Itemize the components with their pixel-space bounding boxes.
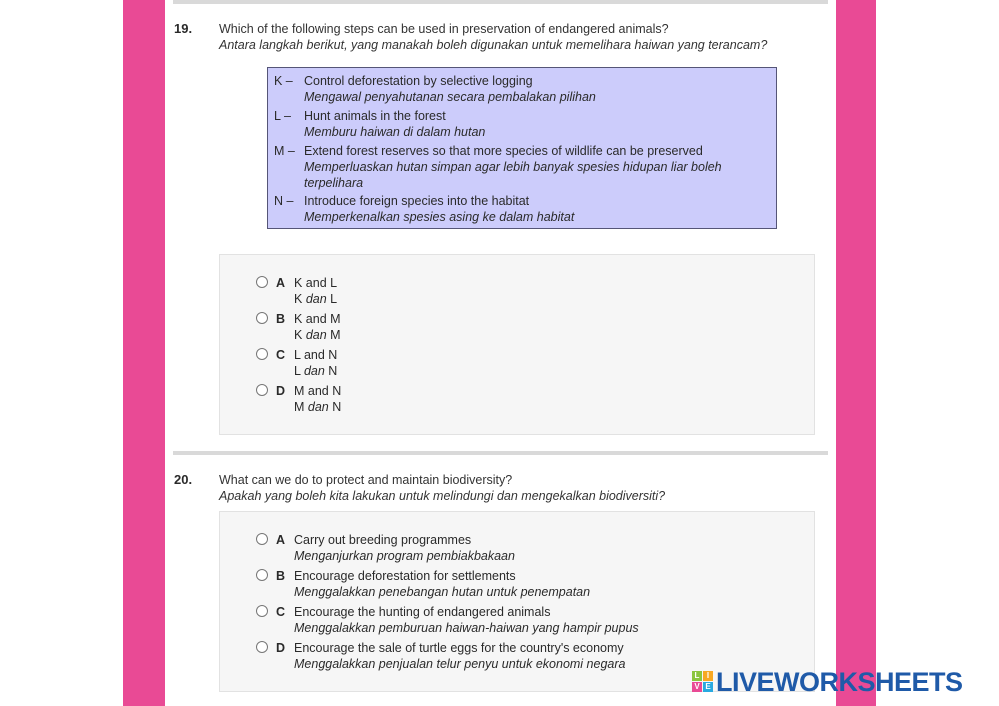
option-letter: A	[276, 276, 286, 290]
logo-text: LIVEWORKSHEETS	[716, 667, 963, 697]
statement-malay: Mengawal penyahutanan secara pembalakan pilihan	[304, 90, 596, 104]
option-letter: A	[276, 533, 286, 547]
radio-button[interactable]	[256, 276, 268, 288]
question-20-english: What can we do to protect and maintain biodiversity?	[219, 473, 513, 487]
radio-button[interactable]	[256, 384, 268, 396]
option-malay: L dan N	[294, 364, 338, 378]
question-19-english: Which of the following steps can be used in preservation of endangered animals?	[219, 22, 669, 36]
right-pink-border	[836, 0, 876, 706]
statement-letter: L –	[274, 109, 291, 123]
option-letter: D	[276, 384, 286, 398]
option-letter: B	[276, 312, 286, 326]
question-19-options	[219, 254, 815, 435]
option-letter: B	[276, 569, 286, 583]
option-malay: Menggalakkan penebangan hutan untuk penempatan	[294, 585, 591, 599]
statement-letter: N –	[274, 194, 294, 208]
option-english: L and N	[294, 348, 338, 362]
option-letter: D	[276, 641, 286, 655]
statement-letter: M –	[274, 144, 295, 158]
option-letter: C	[276, 605, 286, 619]
option-malay: Menggalakkan penjualan telur penyu untuk ekonomi negara	[294, 657, 626, 671]
left-pink-border	[123, 0, 165, 706]
option-english: M and N	[294, 384, 342, 398]
question-19-malay: Antara langkah berikut, yang manakah boleh digunakan untuk memelihara haiwan yang terancam?	[219, 38, 768, 52]
statement-english: Introduce foreign species into the habitat	[304, 194, 530, 208]
option-malay: M dan N	[294, 400, 342, 414]
option-malay: K dan L	[294, 292, 338, 306]
radio-button[interactable]	[256, 569, 268, 581]
liveworksheets-logo[interactable]	[692, 667, 992, 697]
logo-badge-icon: L I V E	[692, 671, 714, 693]
option-english: Encourage the hunting of endangered animals	[294, 605, 551, 619]
option-english: Encourage deforestation for settlements	[294, 569, 516, 583]
option-english: Encourage the sale of turtle eggs for the country's economy	[294, 641, 624, 655]
option-malay: Menganjurkan program pembiakbakaan	[294, 549, 515, 563]
question-20-malay: Apakah yang boleh kita lakukan untuk melindungi dan mengekalkan biodiversiti?	[219, 489, 666, 503]
statement-english: Extend forest reserves so that more species of wildlife can be preserved	[304, 144, 703, 158]
option-english: Carry out breeding programmes	[294, 533, 472, 547]
top-divider	[173, 0, 828, 4]
statement-malay: Memburu haiwan di dalam hutan	[304, 125, 486, 139]
radio-button[interactable]	[256, 348, 268, 360]
statement-malay: Memperluaskan hutan simpan agar lebih banyak spesies hidupan liar boleh terpelihara	[304, 160, 722, 190]
statements-box	[267, 67, 777, 229]
question-19-text	[219, 21, 819, 53]
question-19-number: 19.	[174, 21, 193, 36]
question-divider	[173, 451, 828, 455]
question-20-number: 20.	[174, 472, 193, 487]
radio-button[interactable]	[256, 605, 268, 617]
statement-english: Control deforestation by selective logging	[304, 74, 533, 88]
statement-letter: K –	[274, 74, 293, 88]
statement-malay: Memperkenalkan spesies asing ke dalam habitat	[304, 210, 575, 224]
option-malay: K dan M	[294, 328, 341, 342]
statement-english: Hunt animals in the forest	[304, 109, 446, 123]
option-english: K and L	[294, 276, 338, 290]
option-malay: Menggalakkan pemburuan haiwan-haiwan yang hampir pupus	[294, 621, 639, 635]
radio-button[interactable]	[256, 641, 268, 653]
radio-button[interactable]	[256, 312, 268, 324]
question-20-options	[219, 511, 815, 692]
radio-button[interactable]	[256, 533, 268, 545]
option-english: K and M	[294, 312, 341, 326]
question-20-text	[219, 472, 819, 504]
option-letter: C	[276, 348, 286, 362]
